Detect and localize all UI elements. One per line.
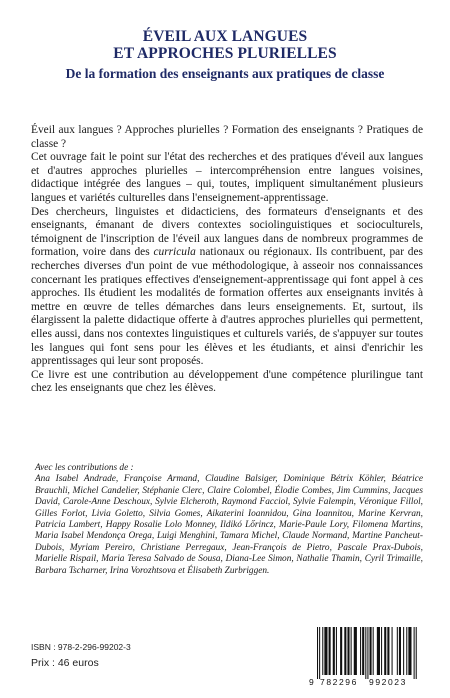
barcode-graphic [307,625,427,687]
barcode-bar [324,627,327,675]
barcode-bar [354,627,357,675]
barcode [307,625,427,687]
barcode-bar [340,627,342,675]
paragraph-contributors [31,206,423,369]
barcode-left-digits: 782296 [320,677,358,687]
barcode-bar [344,627,346,675]
barcode-bar [384,627,386,675]
barcode-bar [403,627,404,675]
barcode-bar [399,627,401,675]
barcode-bar [373,627,374,675]
description [31,124,423,396]
paragraph-conclusion: Ce livre est une contribution au développement d'une compétence plurilingue tant chez les enseignants que chez les élèves. [31,368,423,395]
paragraph-overview: Cet ouvrage fait le point sur l'état des recherches et des pratiques d'éveil aux langues et d'autres approches plurielles – intercompréhension entre langues voisines, didactique intégrée des langues – qui, toutes, impliquent simultanément plusieurs langues et variétés culturelles dans l'enseignement-apprentissage. [31,151,423,204]
barcode-bar [317,627,318,679]
barcode-bar [347,627,349,675]
contributors-names: Ana Isabel Andrade, Françoise Armand, Claudine Balsiger, Dominique Bétrix Köhler, Béatrice Brauchli, Michel Candelier, Stéphanie Clerc, Claire Colombel, Élodie Combes, Jim Cummins, Jacques David, Carole-Anne Deschoux, Sylvie Elcheroth, Raymond Facciol, Sylvie Falempin, Véronique Fillol, Gilles Forlot, Livia Goletto, Silvia Gomes, Aikaterini Ioannidou, Gina Ioannitou, Marine Kervran, Patricia Lambert, Happy Rosalie Lolo Monney, Ildikó Lőrincz, Marie-Paule Lory, Filomena Martins, Maria Isabel Mendonça Orega, Luigi Menghini, Tamara Michel, Claude Normand, Martine Pancheut-Dubois, Myriam Pereiro, Christiane Perregaux, Jean-François de Pietro, Pascale Prax-Dubois, Marielle Rispail, Maria Teresa Salvado de Sousa, Diana-Lee Simon, Nathalie Thamin, Cyril Trimaille, Barbara Tscharner, Irina Vorozhtsova et Élisabeth Zurbriggen. [35,474,423,576]
barcode-bar [367,627,368,679]
barcode-bar [370,627,372,675]
barcode-bar [365,627,366,679]
barcode-bar [381,627,382,675]
paragraph-contributors-part-a: Des chercheurs, linguistes et didacticiens, des formateurs d'enseignants et des enseignants, émanant de divers contextes sociolinguistiques et socioculturels, témoignent de l'inscription de l'éveil aux langues dans de nombreux programmes de formation, voire dans des [31,205,423,259]
barcode-bar [336,627,337,675]
book-title [0,28,450,62]
curricula-word: curricula [153,246,196,259]
contributors-list [35,463,423,577]
barcode-bar [360,627,361,675]
barcode-bar [377,627,380,675]
barcode-bar [329,627,331,675]
title-line-2: ET APPROCHES PLURIELLES [113,45,337,62]
paragraph-contributors-part-b: nationaux ou régionaux. Ils contribuent, par des recherches diverses d'un point de vue méthodologique, à asseoir nos connaissances concernant les pratiques effectives d'enseignement-apprentissage qui font appel à ces approches. Ils étudient les modalités de formation offertes aux enseignants invités à mettre en œuvre de telles démarches dans leurs enseignements. Et, surtout, ils élargissent la palette didactique offerte à d'autres approches plurielles qui permettent, elles aussi, dans nos contextes linguistiques et culturels variés, de s'appuyer sur toutes les langues qui font sens pour les élèves et les étudiants, et ainsi d'enrichir les apprentissages qui leur sont proposés. [31,246,423,368]
barcode-bar [319,627,320,679]
barcode-bar [333,627,335,675]
barcode-bar [397,627,398,675]
intro-questions: Éveil aux langues ? Approches plurielles ? Formation des enseignants ? Pratiques de classe ? [31,124,423,150]
isbn-label: ISBN : 978-2-296-99202-3 [31,642,131,652]
price-label: Prix : 46 euros [31,657,99,669]
barcode-bar [416,627,417,679]
barcode-first-digit: 9 [309,677,314,687]
barcode-bar [351,627,352,675]
title-line-1: ÉVEIL AUX LANGUES [142,28,308,45]
contributors-heading: Avec les contributions de : [35,463,134,473]
barcode-bar [414,627,415,679]
barcode-bar [408,627,411,675]
barcode-bar [362,627,364,675]
barcode-right-digits: 992023 [369,677,407,687]
barcode-bar [392,627,393,675]
book-subtitle: De la formation des enseignants aux pratiques de classe [65,66,385,81]
barcode-bar [406,627,407,675]
barcode-bar [322,627,323,675]
barcode-bar [387,627,389,675]
